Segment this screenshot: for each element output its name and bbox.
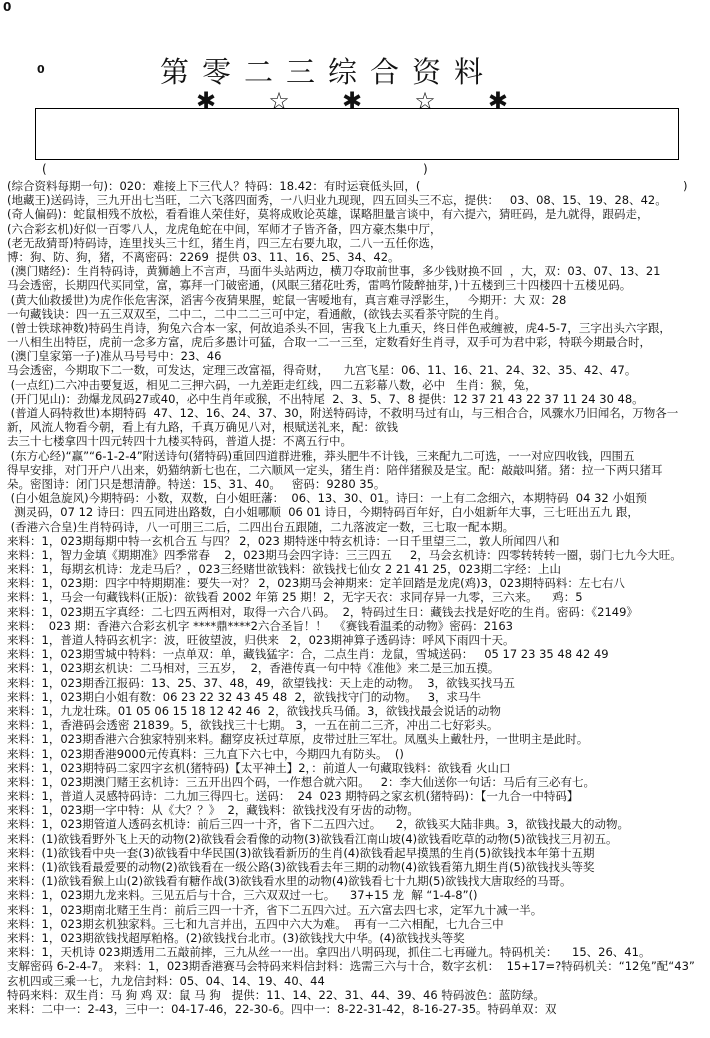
page-title: 第零二三综合资料 [160, 55, 497, 89]
text-line: 来料：1，023期管道人透码玄机诗：前后三四一十齐，省下二五四六过。 2，欲钱买大陆非典。3，欲钱找最大的动物。 [7, 817, 630, 832]
text-line: 来料：1，023期五字真经：二七四五两相对，取得一六合八码。 2，特码过生日：藏钱去找是好吃的生肖。密码：《2149》 [7, 604, 638, 619]
text-line: (香港六合皇)生肖特码诗，八一可朋三二后，二四出台五跟随，二九落波定一数，三七取一配本期。 [7, 519, 515, 534]
text-line: 来料：1，智力金填《期期准》四季常春 2，023期马会四字诗：三三四五 2，马会玄机诗：四零转转转一圈，弱门七九今大旺。 [7, 547, 682, 562]
text-line: 来料：1，023期九龙来料。三见五后与十合，三六双双过一七。 37+15 龙 解 “1-4-8”() [7, 888, 478, 903]
text-line: 来料：1，023期玄机诀：二马相对，三五岁， 2，香港传真一句中特《准他》来二是三加五摸。 [7, 661, 500, 676]
text-line: 来料：1，023期雪城中特料：一点单双：单，藏钱猛字：合，二点生肖：龙鼠，雪城送码： 05 17 23 35 48 42 49 [7, 647, 609, 662]
text-line: 来料：1，普道人灵感特码诗：二九加三得四七。送码： 24 023 期特码之家玄机(猪特码)：【一九合一中特码】 [7, 789, 579, 804]
outline-star-icon: ☆ [414, 87, 436, 115]
text-line: (综合资料每期一句)：020：难接上下三代人？特码：18.42：有时运衰低头回，( [7, 179, 421, 193]
text-line: 测灵码，07 12 诗曰：四五同进出路数，白小姐哪顺 06 01 诗日，今期特码百年好，白小姐新年大事，三七旺出五九 跟， [7, 505, 639, 520]
text-line: 来料： 023 期：香港六合彩玄机字 ****鼎****2六合圣旨！！ 《赛钱看温柔的动物》密码：2163 [7, 618, 513, 633]
text-line: 来料：1，023期一字中特：从《大？？》 2，藏钱料：欲钱找没有牙齿的动物。 [7, 803, 419, 818]
text-line: 来料：1，023期香江报码：13、25、37、48，49，欲望钱找：天上走的动物。 3，欲钱买找马五 [7, 675, 516, 690]
text-line: 博：狗、防、狗，猪，不离密码：2269 提供 03、11、16、25、34、42。 [7, 249, 400, 264]
text-line: 来料：(1)欲钱看猴上山(2)欲钱看有糖作战(3)欲钱看水里的动物(4)欲钱看七十九期(5)欲钱找大唐取经的马哥。 [7, 874, 572, 889]
text-line: 朵。密图诗：闭门只是想清静。特送：15、31、40。 密码：9280 35。 [7, 476, 386, 491]
text-line: 来料：(1)欲钱看野外飞上天的动物(2)欲钱看会看像的动物(3)欲钱看江南山坡(4)欲钱看吃草的动物(5)欲钱找三月初五。 [7, 831, 618, 846]
text-line: 来料：1，023期玄机独家料。三七和九言并出，五四中六大为难。 再有一二六相配，七九合三中 [7, 916, 504, 931]
text-line: 来料：二中一：2-43，三中一：04-17-46，22-30-6。四中一：8-22-31-42，8-16-27-35。特码单双：双 [7, 1001, 557, 1016]
text-line: 马会透密，今期取下二一数，可发达，定理三改富福，得奇财， 九宫飞星：06、11、16、21、24、32、35、42、47。 [7, 363, 637, 378]
text-line: (奇人偏码)：蛇鼠相残不放松，看看谁人荣佳好，莫将成败论英雄，谋略胆量言谈中，有六提六，猜旺码，是九就得，跟码走， [7, 207, 649, 222]
bracket-open: ( [42, 162, 47, 176]
text-line: 来料：1，023期：四字中特期期准：要失一对？ 2，023期马会神期来：定羊回踏是龙虎(鸡)3，023期特码料：左七右八 [7, 576, 625, 591]
text-line: 一句藏钱诀：四一五三双双至，二中二，二中二二三可中定，看通敝，(欲钱去买看茶守院的生肖。 [7, 306, 506, 321]
black-star-icon: ✱ [196, 87, 217, 115]
text-line: (老无敌猜哥)特码诗，连里找头三十红，猪生肖，四三左右要九取，二八一五任你选， [7, 235, 442, 250]
text-line: 来料：1，普道人特码玄机字：波，旺彼望波，归供来 2，023期神算子透码诗：呼风下雨四十天。 [7, 633, 515, 647]
text-line: 得早安排，对门开户八出来，奶猫纳新七也在，二六顺风一定头，猪生肖：陪伴猪猴及是宝。配：敲敲叫猪。猪：拉一下两只猪耳 [7, 462, 663, 477]
text-line: 来料：1，023期香港9000元传真料：三九直下六七中，今期四九有防头。 () [7, 746, 404, 761]
black-star-icon: ✱ [341, 87, 363, 115]
text-line: 一八相生出特臣，虎前一念多方富，虎后多愚计可猛，合取一二一三至，定数看好生肖寻，双手可为君中彩，特联今期最合时， [7, 335, 651, 350]
text-line: 来料：(1)欲钱看中央一套(3)欲钱看中华民国(3)欲钱看新历的生肖(4)欲钱看起早摸黑的生肖(5)欲钱找本年第十五期 [7, 845, 595, 860]
text-line: 来料：1，023期欲钱找超厚粕格。(2)欲钱找台北市。(3)欲钱找大中华。(4)欲钱找头等奖 [7, 930, 465, 945]
bracket-close: ) [423, 162, 428, 176]
text-line: 新，风流人物看今朝，看上有九路，千真万确见八对，根赋送礼来，配：欲钱 [7, 420, 398, 435]
text-line: 来料：1，023期每期中特一玄机合五 与四？ 2，023 期特迷中特玄机诗：一日千里望三二，敦人所闻四八和 [7, 533, 560, 548]
black-star-icon: ✱ [487, 87, 508, 115]
side-number: 0 [37, 63, 45, 76]
text-line: 支解密码 6-2-4-7。 来料：1，023期香港赛马会特码来料信封料：选需三六与十合，数字玄机： 15+17=?特码机关：“12兔”配“43” [7, 959, 695, 974]
first-line-close: ) [683, 179, 688, 193]
text-line: 来料：1，023期白小姐有数：06 23 22 32 43 45 48 2，欲钱找守门的动物。 3，求马牛 [7, 689, 482, 704]
text-line: 玄机四或三乘一七，九龙信封料：05、04、14、19、40、44 [7, 973, 325, 988]
text-line: 来料：1，香港码会透密 21839。5，欲钱找三十七期。 3，一五在前二三齐，冲出二七好彩头。 [7, 718, 499, 733]
text-line: 来料：1，马会一句藏钱料(正版)：欲钱看 2002 年第 25 期！2，无字天衣：求同存异一九零，三六来。 鸡：5 [7, 590, 583, 605]
text-line: 来料：1，023期南北赌王生肖：前后三四一十齐，省下二五四六过。五六富去四七求，定军九十减一半。 [7, 902, 543, 917]
text-line: 来料：1，023期香港六合独家特别来料。翻穿皮袄过草原，皮带过肚三军壮。凤凰头上戴牡丹，一世明主是此时。 [7, 732, 589, 747]
text-line: 来料：1，023期澳门赌王玄机诗：三五开出四个码，一作想合就六阳。 2：李大仙送你一句话：马后有三必有七。 [7, 774, 596, 789]
text-line: (一点红)二六冲击要复返，相见二三押六码，一九差距走红线，四二五彩幕八数，必中 生肖：猴，兔， [7, 377, 537, 392]
text-line: 来料：1，天机诗 023期透用二五敲前摔，三九从丝一一出。拿四出八明码现，抓住二七再碰九。特码机关： 15、26、41。 [7, 945, 651, 960]
text-line: (白小姐急旋风)今期特码：小数，双数，白小姐旺藩： 06、13、30、01。诗曰：一上有二念细六，本期特码 04 32 小姐预 [7, 491, 647, 506]
text-line: (普道人码特救世)本期特码 47、12、16、24、37、30，附送特码诗，不救明马过有山，与三相合合，风骤水乃旧闻名，万物各一 [7, 406, 679, 420]
text-line: 去三十七楼拿四十四元转四十九楼买特码，普道人提：不离五行中。 [7, 434, 352, 449]
text-line: (澳门赌经)：生肖特码诗，黄狮趟上不言声，马面牛头站两边，横刀夺取前世事，多少钱财换不回 ，大，双：03、07、13、21 [7, 264, 661, 279]
text-line: (东方心经)“赢”“6-1-2-4”附送诗句(猪特码)重回四道群进雅，莽头肥牛不计钱，三来配九二可选，一一对应四收钱，四围五 [7, 448, 635, 463]
text-line: 特码来料：双生肖：马 狗 鸡 双：鼠 马 狗 提供：11、14、22、31、44、39、46 特码波色：蓝防绿。 [7, 987, 545, 1002]
text-line: 来料：1，每期玄机诗：龙走马后？，023三经赌世欲钱料：欲钱找七仙女 2 21 41 25，023期二字经：上山 [7, 562, 562, 577]
text-line: 马会透密，长期四代买同堂，富，寡拜一门破密通，(风眠三猪花吐秀，雷鸣竹陵醉抽芽，)十五楼到三十四楼四十五楼见码。 [7, 278, 632, 293]
text-line: (六合彩玄机)好似一百零八人，龙虎龟蛇在中间，军师才子皆齐备，四方豪杰集中厅， [7, 221, 442, 236]
blank-image-box [35, 108, 679, 160]
text-line: (地藏王)送码诗，三九开出七当旺，二六飞落四面秀，一八归业九现现，四五回头三不忘，提供： 03、08、15、19、28、42。 [7, 193, 667, 208]
document-body [7, 179, 705, 1016]
corner-number: 0 [3, 0, 12, 14]
text-line: 来料：1，023期特码二家四字玄机(猪特码)【太平神土】2，：前道人一句藏取钱料：欲钱看 火山口 [7, 760, 511, 775]
text-line: (开门见山)：劲爆龙凤码27或40，必中生肖年或猴，不出特尾 2、3、5、7、8 提供：12 37 21 43 22 37 11 24 30 48。 [7, 391, 644, 406]
outline-star-icon: ☆ [268, 87, 290, 115]
text-line: (澳门皇家第一子)准从马号号中：23、46 [7, 349, 222, 364]
text-line: (曾士铁球神数)特码生肖诗，狗兔六合本一家，何故追杀头不回，害我飞上九重天，终日伴色戒缠被，虎4-5-7，三字出头六字跟， [7, 320, 671, 335]
text-line: (黄大仙救援世)为虎作伥危害深，滔害今夜猜果腥，蛇鼠一害嗳地有，真言难寻浮影生， 今期开：大 双：28 [7, 292, 567, 307]
text-line: 来料：1，九龙壮珠。01 05 06 15 18 12 42 46 2，欲钱找兵马俑。3，欲钱找最会说话的动物 [7, 703, 501, 718]
text-line: 来料：(1)欲钱看最爱要的动物(2)欲钱看在一级公路(3)欲钱看去年三期的动物(4)欲钱看第九期生肖(5)欲钱找头等奖 [7, 860, 595, 874]
